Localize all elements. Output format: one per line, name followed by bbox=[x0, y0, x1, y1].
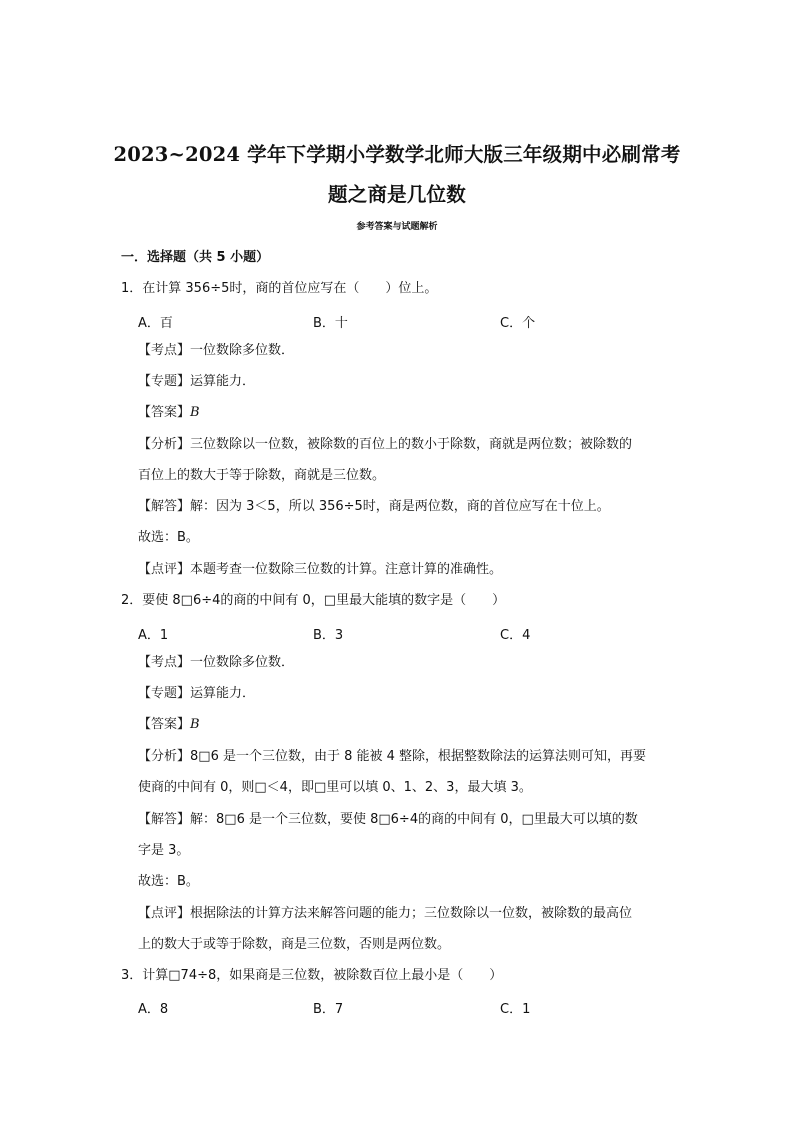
daan-text: B bbox=[190, 717, 200, 732]
question-3-option-b: B．7 bbox=[313, 1002, 344, 1017]
question-2-stem: 2．要使 8□6÷4的商的中间有 0，□里最大能填的数字是（ ） bbox=[121, 593, 506, 608]
fenxi-tag: 【分析】 bbox=[138, 749, 191, 764]
fenxi-text: 8□6 是一个三位数，由于 8 能被 4 整除，根据整数除法的运算法则可知，再要 bbox=[190, 749, 647, 764]
question-2-guxuan: 故选：B。 bbox=[138, 874, 199, 889]
question-1-stem: 1．在计算 356÷5时，商的首位应写在（ ）位上。 bbox=[121, 281, 438, 296]
zhuanti-text: 运算能力． bbox=[190, 686, 256, 701]
section-heading: 一．选择题（共 5 小题） bbox=[121, 250, 270, 265]
fenxi-tag: 【分析】 bbox=[138, 437, 191, 452]
kaodian-text: 一位数除多位数． bbox=[190, 655, 295, 670]
question-2-zhuanti bbox=[138, 685, 255, 703]
jieda-text: 解：因为 3＜5，所以 356÷5时，商是两位数，商的首位应写在十位上。 bbox=[190, 499, 610, 514]
document-title-line-2: 题之商是几位数 bbox=[328, 183, 466, 206]
jieda-tag: 【解答】 bbox=[138, 499, 191, 514]
question-2-option-b: B．3 bbox=[313, 628, 344, 643]
question-1-fenxi-line-2: 百位上的数大于等于除数，商就是三位数。 bbox=[138, 468, 386, 483]
question-3-stem: 3．计算□74÷8，如果商是三位数，被除数百位上最小是（ ） bbox=[121, 968, 503, 983]
question-2-fenxi-line-1 bbox=[138, 748, 646, 766]
kaodian-tag: 【考点】 bbox=[138, 655, 191, 670]
dianping-text: 本题考查一位数除三位数的计算。注意计算的准确性。 bbox=[190, 562, 503, 577]
fenxi-text: 三位数除以一位数，被除数的百位上的数小于除数，商就是两位数；被除数的 bbox=[190, 437, 633, 452]
jieda-text: 解：8□6 是一个三位数，要使 8□6÷4的商的中间有 0，□里最大可以填的数 bbox=[190, 812, 638, 827]
question-3-option-c: C．1 bbox=[500, 1002, 531, 1017]
question-2-dianping-line-1 bbox=[138, 905, 632, 923]
question-2-jieda-line-2: 字是 3。 bbox=[138, 843, 190, 858]
jieda-tag: 【解答】 bbox=[138, 812, 191, 827]
document-title-line-1: 2023~2024 学年下学期小学数学北师大版三年级期中必刷常考 bbox=[113, 143, 681, 166]
daan-tag: 【答案】 bbox=[138, 405, 191, 420]
dianping-tag: 【点评】 bbox=[138, 906, 191, 921]
question-1-zhuanti bbox=[138, 373, 255, 391]
question-1-kaodian bbox=[138, 342, 294, 360]
question-2-daan bbox=[138, 716, 200, 734]
daan-text: B bbox=[190, 405, 200, 420]
question-1-fenxi-line-1 bbox=[138, 436, 632, 454]
zhuanti-tag: 【专题】 bbox=[138, 686, 191, 701]
question-2-dianping-line-2: 上的数大于或等于除数，商是三位数，否则是两位数。 bbox=[138, 937, 451, 952]
zhuanti-tag: 【专题】 bbox=[138, 374, 191, 389]
question-1-dianping bbox=[138, 561, 502, 579]
daan-tag: 【答案】 bbox=[138, 717, 191, 732]
question-3-option-a: A．8 bbox=[138, 1002, 169, 1017]
question-2-option-a: A．1 bbox=[138, 628, 169, 643]
kaodian-text: 一位数除多位数． bbox=[190, 343, 295, 358]
dianping-tag: 【点评】 bbox=[138, 562, 191, 577]
question-1-daan bbox=[138, 404, 200, 422]
zhuanti-text: 运算能力． bbox=[190, 374, 256, 389]
question-1-option-c: C．个 bbox=[500, 316, 536, 331]
question-2-option-c: C．4 bbox=[500, 628, 531, 643]
dianping-text: 根据除法的计算方法来解答问题的能力；三位数除以一位数，被除数的最高位 bbox=[190, 906, 633, 921]
question-2-jieda-line-1 bbox=[138, 811, 638, 829]
question-1-option-a: A．百 bbox=[138, 316, 173, 331]
document-subtitle: 参考答案与试题解析 bbox=[356, 222, 438, 232]
question-2-kaodian bbox=[138, 654, 294, 672]
question-1-guxuan: 故选：B。 bbox=[138, 530, 199, 545]
question-1-option-b: B．十 bbox=[313, 316, 348, 331]
kaodian-tag: 【考点】 bbox=[138, 343, 191, 358]
question-1-jieda bbox=[138, 498, 610, 516]
question-2-fenxi-line-2: 使商的中间有 0，则□＜4，即□里可以填 0、1、2、3，最大填 3。 bbox=[138, 780, 532, 795]
